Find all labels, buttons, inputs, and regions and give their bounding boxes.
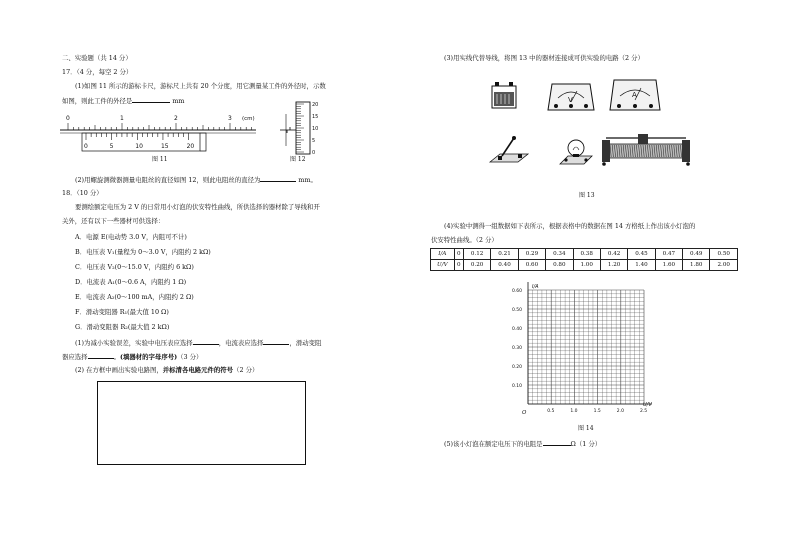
q18-part1-text-e: 。 — [113, 353, 120, 361]
equipment-figure-13 — [480, 72, 700, 182]
vernier-scale-label: 0 — [84, 143, 88, 150]
table-row-voltage — [431, 260, 738, 271]
current-cell: 0.47 — [655, 249, 682, 260]
graph-x-label: U/V — [643, 402, 652, 408]
micrometer-scale-label: 20 — [312, 102, 319, 108]
answer-blank-rheostat[interactable] — [88, 352, 114, 359]
switch-icon — [490, 136, 528, 162]
graph-y-tick-label: 0.40 — [512, 327, 523, 332]
q18-part1-text-b: ，电流表应选择 — [218, 339, 264, 347]
q17-part1-line2 — [62, 96, 184, 105]
q18-part5-text: (5)该小灯泡在额定电压下的电阻是 — [444, 440, 543, 448]
voltage-cell: 1.80 — [683, 260, 710, 271]
vernier-scale-label: 10 — [135, 143, 143, 150]
q18-part3: (3)用实线代替导线，将图 13 中的器材连接成可供实验的电路（2 分） — [444, 54, 644, 62]
main-scale-label: 2 — [174, 115, 178, 122]
q18-part1-text-c: ，滑动变阻 — [289, 339, 322, 347]
figure-13-caption: 图 13 — [579, 192, 595, 199]
caliper-main-scale — [60, 115, 256, 133]
option-a: A．电源 E(电动势 3.0 V，内阻可不计) — [75, 233, 187, 241]
current-cell: 0.49 — [683, 249, 710, 260]
q18-part5 — [444, 439, 601, 448]
voltage-cell: 2.00 — [710, 260, 738, 271]
main-scale-label: 1 — [120, 115, 124, 122]
iv-graph-figure-14 — [510, 282, 670, 422]
current-cell: 0.45 — [628, 249, 655, 260]
graph-y-label: I/A — [532, 284, 539, 290]
q18-part4-line1: (4)实验中测得一组数据如下表所示，根据表格中的数据在图 14 方格纸上作出该小灯泡的 — [444, 222, 696, 230]
q18-part2-text: (2) 在方框中画出实验电路图， — [75, 366, 163, 374]
voltage-cell: 0.60 — [518, 260, 545, 271]
q17-part1-unit: mm — [172, 97, 185, 105]
current-cell: 0.42 — [600, 249, 627, 260]
figure-11-caption: 图 11 — [152, 156, 168, 163]
q18-part1-text-a: (1)为减小实验误差，实验中电压表应选择 — [75, 339, 193, 347]
q17-heading: 17．（4 分，每空 2 分） — [62, 68, 133, 76]
q18-part1-text-d: 器应选择 — [62, 353, 88, 361]
ammeter-letter: A — [632, 91, 637, 99]
current-cell: 0.34 — [546, 249, 573, 260]
q18-part2-note: 并标清各电路元件的符号 — [162, 366, 234, 374]
bulb-icon — [560, 140, 592, 164]
main-scale-label: 0 — [66, 115, 70, 122]
voltmeter-letter: V — [568, 96, 573, 104]
current-header: I/A — [431, 249, 455, 260]
caliper-unit-label: (cm) — [242, 116, 255, 122]
vernier-scale-label: 20 — [186, 143, 195, 150]
battery-icon — [492, 82, 516, 108]
answer-blank-voltmeter[interactable] — [193, 338, 219, 345]
q18-part1-line2 — [62, 352, 202, 361]
graph-grid — [512, 282, 652, 414]
answer-blank-ammeter[interactable] — [263, 338, 289, 345]
graph-origin: O — [522, 410, 527, 416]
q18-heading: 18．（10 分） — [62, 189, 103, 197]
q18-part4-line2: 伏安特性曲线。（2 分） — [431, 236, 498, 244]
graph-y-tick-label: 0.30 — [512, 346, 523, 351]
micrometer-scale-label: 10 — [312, 126, 319, 132]
vernier-scale-label: 15 — [160, 143, 169, 150]
current-cell: 0.12 — [463, 249, 490, 260]
micrometer-scale-label: 0 — [312, 150, 316, 156]
current-cell: 0.38 — [573, 249, 600, 260]
q18-part2 — [75, 366, 258, 374]
q17-part2-text: (2)用螺旋测微器测量电阻丝的直径如图 12，则此电阻丝的直径为 — [75, 176, 261, 184]
q18-part1-line1 — [75, 338, 321, 347]
graph-x-tick-label: 1.5 — [593, 409, 601, 414]
vernier-scale-label: 5 — [109, 143, 114, 150]
voltage-cell: 1.00 — [573, 260, 600, 271]
voltage-cell: 0.40 — [491, 260, 518, 271]
micrometer-scale-label: 5 — [312, 138, 316, 144]
voltage-cell: 0.20 — [463, 260, 490, 271]
current-cell: 0.21 — [491, 249, 518, 260]
graph-x-tick-label: 0.5 — [547, 409, 555, 414]
graph-y-tick-label: 0.50 — [512, 308, 523, 313]
micrometer-scale-label: 15 — [312, 114, 319, 120]
rheostat-icon — [602, 134, 690, 166]
micrometer-drawing — [280, 102, 318, 156]
graph-y-tick-label: 0.60 — [512, 289, 523, 294]
answer-blank-diameter[interactable] — [132, 96, 170, 103]
caliper-vernier-scale — [82, 133, 206, 151]
voltage-header: U/V — [431, 260, 455, 271]
current-cell: 0.50 — [710, 249, 738, 260]
micrometer-figure — [278, 100, 328, 156]
answer-blank-wire-diameter[interactable] — [260, 175, 296, 182]
q18-part2-score: （2 分） — [233, 366, 259, 374]
q18-intro-line2: 关外，还有以下一些器材可供选择： — [62, 217, 165, 225]
graph-x-tick-label: 2.5 — [640, 409, 648, 414]
voltage-cell: 0.80 — [546, 260, 573, 271]
table-row-current — [431, 249, 738, 260]
option-d: D．电流表 A₁(0～0.6 A，内阻约 1 Ω) — [75, 278, 187, 286]
option-e: E．电流表 A₂(0～100 mA，内阻约 2 Ω) — [75, 293, 194, 301]
q18-part1-note: (填器材的字母序号) — [119, 353, 178, 361]
q17-part2 — [75, 175, 317, 184]
data-table — [430, 248, 738, 271]
graph-x-tick-label: 2.0 — [616, 409, 624, 414]
voltage-cell: 1.40 — [628, 260, 655, 271]
q17-part2-unit: mm。 — [298, 176, 317, 184]
graph-y-tick-label: 0.10 — [512, 384, 523, 389]
graph-y-tick-label: 0.20 — [512, 365, 523, 370]
voltage-cell: 1.20 — [600, 260, 627, 271]
q18-intro-line1: 要测绘额定电压为 2 V 的日常用小灯泡的伏安特性曲线，所供选择的器材除了导线和开 — [75, 203, 320, 211]
main-scale-label: 3 — [228, 115, 232, 122]
q18-part1-score: （3 分） — [177, 353, 203, 361]
option-f: F．滑动变阻器 R₁(最大值 10 Ω) — [75, 308, 169, 316]
vernier-caliper-figure — [60, 114, 260, 162]
option-g: G．滑动变阻器 R₂(最大值 2 kΩ) — [75, 323, 170, 331]
current-cell: 0 — [454, 249, 463, 260]
voltage-cell: 1.60 — [655, 260, 682, 271]
circuit-drawing-box[interactable] — [97, 381, 306, 465]
q17-part1-text: 如图，则此工件的外径是 — [62, 97, 133, 105]
figure-14-caption: 图 14 — [578, 425, 594, 432]
voltage-cell: 0 — [454, 260, 463, 271]
option-b: B．电压表 V₁(量程为 0～3.0 V，内阻约 2 kΩ) — [75, 248, 211, 256]
answer-blank-resistance[interactable] — [543, 439, 571, 446]
q17-part1-line1: (1)如图 11 所示的游标卡尺，游标尺上共有 20 个分度，用它测量某工件的外径时，示数 — [75, 82, 326, 90]
option-c: C．电压表 V₂(0～15.0 V，内阻约 6 kΩ) — [75, 263, 194, 271]
figure-12-caption: 图 12 — [290, 156, 306, 163]
current-cell: 0.29 — [518, 249, 545, 260]
section-title: 二、实验题（共 14 分） — [62, 54, 132, 62]
q18-part5-unit: Ω（1 分） — [570, 440, 602, 448]
graph-x-tick-label: 1.0 — [570, 409, 578, 414]
